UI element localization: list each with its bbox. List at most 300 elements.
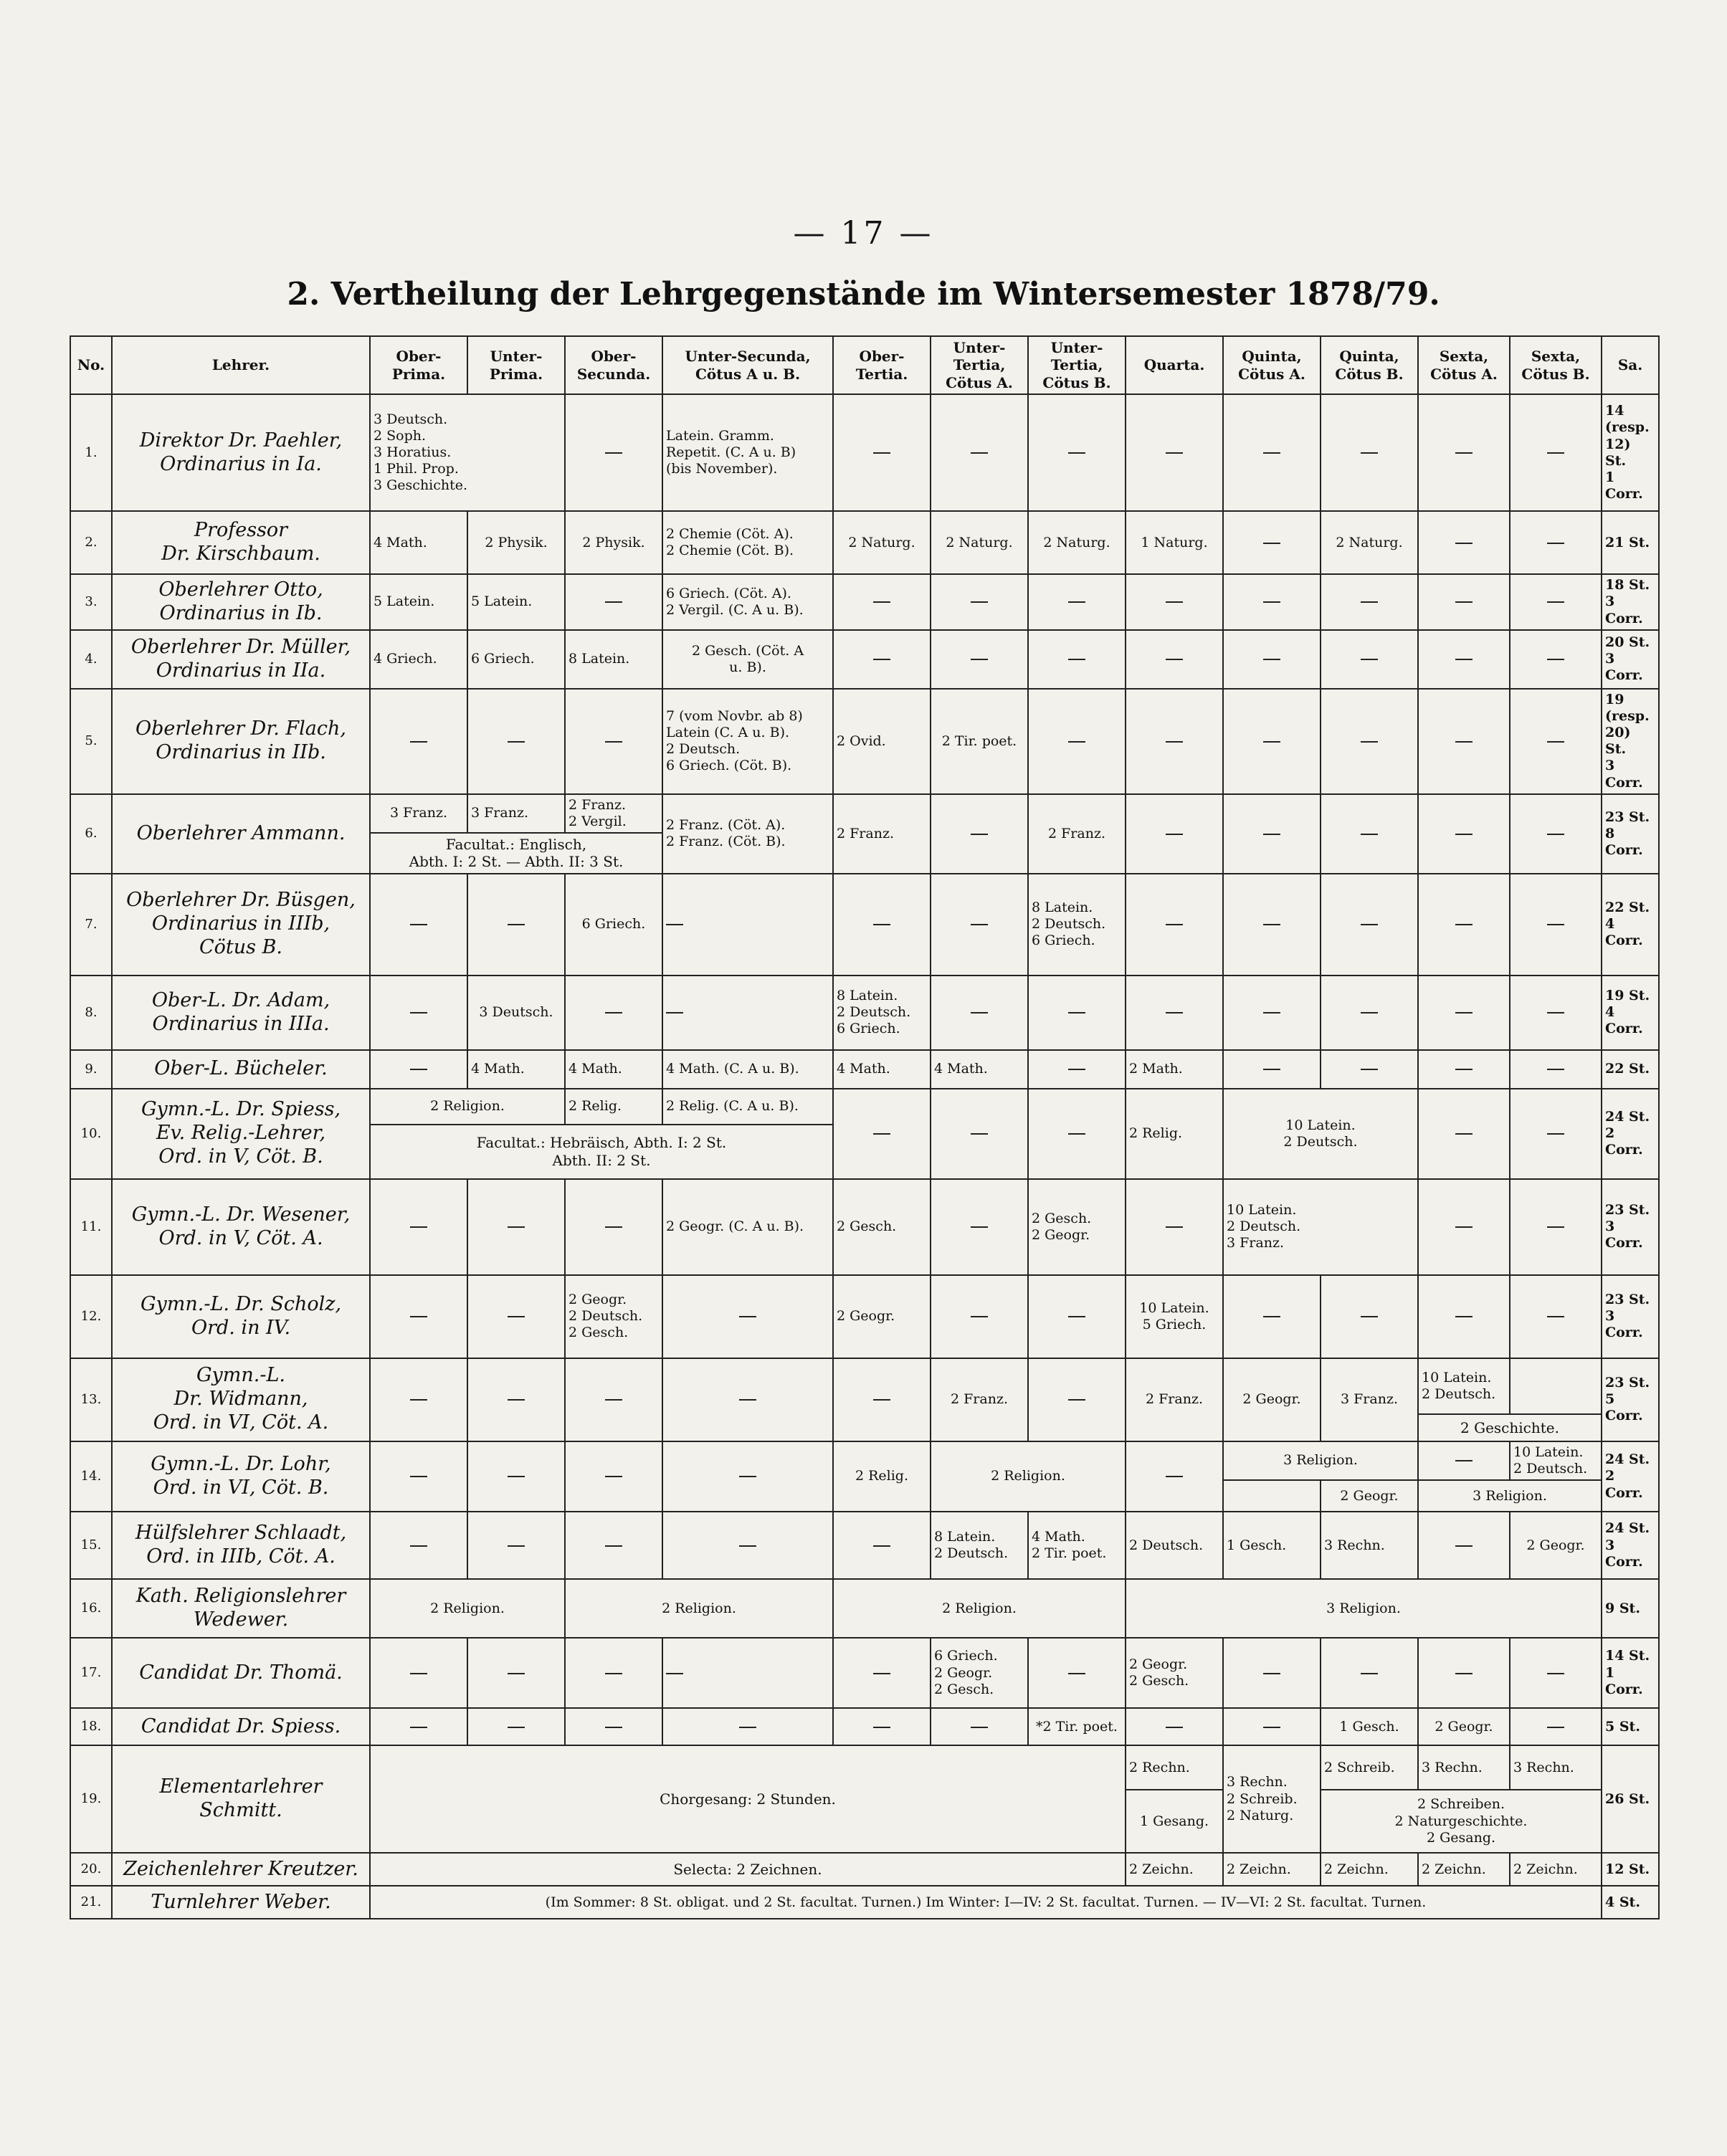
table-row <box>70 1745 1659 1790</box>
header-cell: Unter- Tertia, Cötus B. <box>1028 336 1126 394</box>
total-cell: 23 St. 3 Corr. <box>1602 1275 1659 1358</box>
table-row <box>70 1886 1659 1919</box>
turnen-note: (Im Sommer: 8 St. obligat. und 2 St. facultat. Turnen.) Im Winter: I—IV: 2 St. facultat. Turnen. — IV—VI: 2 St. facultat. Turnen. <box>370 1886 1602 1919</box>
empty-cell <box>1223 574 1321 630</box>
row-number: 21. <box>70 1886 112 1919</box>
empty-cell <box>1028 1638 1126 1708</box>
teacher-name: Candidat Dr. Spiess. <box>112 1708 370 1745</box>
header-cell: Sexta, Cötus A. <box>1418 336 1510 394</box>
lesson-cell: *2 Tir. poet. <box>1028 1708 1126 1745</box>
total-cell: 14 St. 1 Corr. <box>1602 1638 1659 1708</box>
teacher-name: Turnlehrer Weber. <box>112 1886 370 1919</box>
empty-cell <box>1223 689 1321 794</box>
empty-cell <box>370 689 467 794</box>
teacher-name: Gymn.-L. Dr. Lohr, Ord. in VI, Cöt. B. <box>112 1441 370 1512</box>
empty-cell <box>1223 1050 1321 1089</box>
empty-cell <box>565 1358 662 1441</box>
table-row <box>70 511 1659 574</box>
table-row <box>70 1089 1659 1125</box>
empty-cell <box>1223 794 1321 874</box>
teacher-name: Professor Dr. Kirschbaum. <box>112 511 370 574</box>
teacher-name: Candidat Dr. Thomä. <box>112 1638 370 1708</box>
empty-cell <box>931 794 1028 874</box>
teacher-name: Direktor Dr. Paehler, Ordinarius in Ia. <box>112 394 370 511</box>
lesson-cell: 1 Naturg. <box>1126 511 1223 574</box>
header-row <box>70 336 1659 394</box>
header-cell: Quinta, Cötus B. <box>1321 336 1418 394</box>
lesson-cell: 4 Math. <box>833 1050 931 1089</box>
empty-cell <box>1321 794 1418 874</box>
lesson-cell: 1 Gesch. <box>1223 1512 1321 1579</box>
lesson-cell: 2 Religion. <box>370 1579 565 1638</box>
empty-cell <box>1510 1275 1602 1358</box>
teacher-name: Ober-L. Dr. Adam, Ordinarius in IIIa. <box>112 976 370 1050</box>
teacher-name: Oberlehrer Dr. Müller, Ordinarius in IIa. <box>112 630 370 689</box>
empty-cell <box>1418 630 1510 689</box>
empty-cell <box>1223 511 1321 574</box>
empty-cell <box>1510 874 1602 976</box>
lesson-cell: 2 Franz. <box>931 1358 1028 1441</box>
empty-cell <box>467 689 565 794</box>
table-row <box>70 1708 1659 1745</box>
empty-cell <box>1223 1708 1321 1745</box>
empty-cell <box>370 1179 467 1275</box>
lesson-cell: 8 Latein. <box>565 630 662 689</box>
empty-cell <box>1510 1050 1602 1089</box>
empty-cell <box>467 874 565 976</box>
lesson-cell: 2 Naturg. <box>931 511 1028 574</box>
lesson-cell: 6 Griech. <box>565 874 662 976</box>
total-cell: 19 St. 4 Corr. <box>1602 976 1659 1050</box>
lesson-cell: 2 Franz. 2 Vergil. <box>565 794 662 833</box>
empty-cell <box>931 394 1028 511</box>
lesson-cell: 3 Rechn. 2 Schreib. 2 Naturg. <box>1223 1745 1321 1853</box>
header-cell: Quinta, Cötus A. <box>1223 336 1321 394</box>
header-cell: Quarta. <box>1126 336 1223 394</box>
table-row <box>70 874 1659 976</box>
empty-cell <box>1510 1089 1602 1179</box>
table-row <box>70 1441 1659 1480</box>
teacher-name: Elementarlehrer Schmitt. <box>112 1745 370 1853</box>
empty-cell <box>931 1275 1028 1358</box>
row-number: 12. <box>70 1275 112 1358</box>
teacher-name: Oberlehrer Otto, Ordinarius in Ib. <box>112 574 370 630</box>
teacher-name: Gymn.-L. Dr. Wesener, Ord. in V, Cöt. A. <box>112 1179 370 1275</box>
lesson-cell: 2 Deutsch. <box>1126 1512 1223 1579</box>
empty-cell <box>1223 394 1321 511</box>
empty-cell <box>1126 630 1223 689</box>
empty-cell <box>1510 574 1602 630</box>
teacher-name: Oberlehrer Dr. Flach, Ordinarius in IIb. <box>112 689 370 794</box>
empty-cell <box>1418 689 1510 794</box>
total-cell: 24 St. 3 Corr. <box>1602 1512 1659 1579</box>
empty-cell <box>833 874 931 976</box>
lesson-cell: 2 Relig. <box>833 1441 931 1512</box>
lesson-cell: 2 Ovid. <box>833 689 931 794</box>
empty-cell <box>370 1512 467 1579</box>
empty-cell <box>1028 1050 1126 1089</box>
empty-cell <box>565 976 662 1050</box>
empty-cell <box>833 630 931 689</box>
lesson-cell: 2 Geogr. (C. A u. B). <box>662 1179 833 1275</box>
empty-cell <box>1510 1708 1602 1745</box>
lesson-cell: 4 Math. (C. A u. B). <box>662 1050 833 1089</box>
empty-cell <box>370 1275 467 1358</box>
lesson-cell: 4 Math. 2 Tir. poet. <box>1028 1512 1126 1579</box>
row-number: 9. <box>70 1050 112 1089</box>
empty-cell <box>1418 1050 1510 1089</box>
facultat-note: Facultat.: Hebräisch, Abth. I: 2 St. Abth. II: 2 St. <box>370 1125 833 1179</box>
empty-cell <box>931 630 1028 689</box>
lesson-cell: 2 Relig. (C. A u. B). <box>662 1089 833 1125</box>
lesson-cell: 2 Physik. <box>565 511 662 574</box>
empty-cell <box>1418 394 1510 511</box>
table-row <box>70 1275 1659 1358</box>
lesson-cell: 2 Zeichn. <box>1418 1853 1510 1886</box>
empty-cell <box>1223 1638 1321 1708</box>
empty-cell <box>1321 574 1418 630</box>
empty-cell <box>833 1089 931 1179</box>
total-cell: 24 St. 2 Corr. <box>1602 1441 1659 1512</box>
row-number: 10. <box>70 1089 112 1179</box>
lesson-cell: 3 Religion. <box>1126 1579 1602 1638</box>
row-number: 5. <box>70 689 112 794</box>
empty-cell <box>1321 1275 1418 1358</box>
lesson-cell: 4 Math. <box>467 1050 565 1089</box>
empty-cell <box>1418 511 1510 574</box>
teacher-name: Oberlehrer Ammann. <box>112 794 370 874</box>
header-cell: Sexta, Cötus B. <box>1510 336 1602 394</box>
table-row <box>70 1638 1659 1708</box>
table-row <box>70 1853 1659 1886</box>
lesson-cell: 2 Religion. <box>370 1089 565 1125</box>
total-cell: 23 St. 8 Corr. <box>1602 794 1659 874</box>
empty-cell <box>1510 394 1602 511</box>
lesson-cell: 3 Franz. <box>370 794 467 833</box>
empty-cell <box>1223 630 1321 689</box>
empty-cell <box>833 394 931 511</box>
header-cell: Ober- Prima. <box>370 336 467 394</box>
empty-cell <box>1321 689 1418 794</box>
empty-cell <box>1321 1050 1418 1089</box>
empty-cell <box>833 1358 931 1441</box>
row-number: 16. <box>70 1579 112 1638</box>
empty-cell <box>467 1512 565 1579</box>
empty-cell <box>1418 1179 1510 1275</box>
empty-cell <box>1418 976 1510 1050</box>
empty-cell <box>1321 976 1418 1050</box>
row-number: 6. <box>70 794 112 874</box>
empty-cell <box>1510 630 1602 689</box>
row-number: 13. <box>70 1358 112 1441</box>
header-cell: No. <box>70 336 112 394</box>
row-number: 11. <box>70 1179 112 1275</box>
total-cell: 23 St. 5 Corr. <box>1602 1358 1659 1441</box>
empty-cell <box>833 1512 931 1579</box>
table-row <box>70 976 1659 1050</box>
lesson-cell: 2 Geogr. <box>1510 1512 1602 1579</box>
teacher-name: Oberlehrer Dr. Büsgen, Ordinarius in IIIb, Cötus B. <box>112 874 370 976</box>
empty-cell <box>1126 1441 1223 1512</box>
empty-cell <box>662 1708 833 1745</box>
total-cell: 20 St. 3 Corr. <box>1602 630 1659 689</box>
lesson-cell: 3 Deutsch. <box>467 976 565 1050</box>
lesson-cell: 6 Griech. (Cöt. A). 2 Vergil. (C. A u. B). <box>662 574 833 630</box>
lesson-cell: 2 Schreib. <box>1321 1745 1418 1790</box>
empty-cell <box>1028 630 1126 689</box>
teacher-name: Ober-L. Bücheler. <box>112 1050 370 1089</box>
empty-cell <box>1028 689 1126 794</box>
table-row <box>70 394 1659 511</box>
empty-cell <box>565 689 662 794</box>
empty-cell <box>931 1708 1028 1745</box>
empty-cell <box>1510 976 1602 1050</box>
lesson-cell: 2 Geogr. <box>1321 1480 1418 1512</box>
header-cell: Ober- Tertia. <box>833 336 931 394</box>
empty-cell <box>370 1358 467 1441</box>
table-row <box>70 689 1659 794</box>
empty-cell <box>467 1441 565 1512</box>
teacher-name: Gymn.-L. Dr. Spiess, Ev. Relig.-Lehrer, Ord. in V, Cöt. B. <box>112 1089 370 1179</box>
empty-cell <box>931 874 1028 976</box>
empty-cell <box>467 1179 565 1275</box>
table-row <box>70 1358 1659 1414</box>
header-cell: Ober- Secunda. <box>565 336 662 394</box>
total-cell: 9 St. <box>1602 1579 1659 1638</box>
lesson-cell: 4 Math. <box>370 511 467 574</box>
empty-cell <box>1223 1275 1321 1358</box>
empty-cell <box>1126 394 1223 511</box>
empty-cell <box>467 1358 565 1441</box>
lesson-cell: 2 Geogr. <box>1418 1708 1510 1745</box>
lesson-cell: 2 Franz. <box>1126 1358 1223 1441</box>
lesson-cell: 4 Math. <box>565 1050 662 1089</box>
empty-cell <box>1510 511 1602 574</box>
lesson-cell: 3 Rechn. <box>1418 1745 1510 1790</box>
empty-cell <box>1510 1179 1602 1275</box>
lesson-cell: 2 Franz. <box>833 794 931 874</box>
empty-cell <box>662 1512 833 1579</box>
empty-cell <box>931 976 1028 1050</box>
row-number: 14. <box>70 1441 112 1512</box>
lesson-cell: 2 Zeichn. <box>1510 1853 1602 1886</box>
empty-cell <box>1418 1275 1510 1358</box>
lesson-cell: 10 Latein. 2 Deutsch. <box>1510 1441 1602 1480</box>
table-row <box>70 1512 1659 1579</box>
lesson-cell: 3 Rechn. <box>1510 1745 1602 1790</box>
total-cell: 23 St. 3 Corr. <box>1602 1179 1659 1275</box>
empty-cell <box>1418 874 1510 976</box>
row-number: 19. <box>70 1745 112 1853</box>
lesson-cell: 2 Zeichn. <box>1126 1853 1223 1886</box>
total-cell: 5 St. <box>1602 1708 1659 1745</box>
lesson-cell: 4 Griech. <box>370 630 467 689</box>
empty-cell <box>931 574 1028 630</box>
lesson-cell: 8 Latein. 2 Deutsch. 6 Griech. <box>1028 874 1126 976</box>
row-number: 17. <box>70 1638 112 1708</box>
lesson-cell: 2 Franz. (Cöt. A). 2 Franz. (Cöt. B). <box>662 794 833 874</box>
lesson-cell: 2 Naturg. <box>1028 511 1126 574</box>
lesson-cell: 2 Gesch. 2 Geogr. <box>1028 1179 1126 1275</box>
row-number: 15. <box>70 1512 112 1579</box>
selecta-note: Selecta: 2 Zeichnen. <box>370 1853 1126 1886</box>
empty-cell <box>1510 1358 1602 1414</box>
empty-cell <box>1321 630 1418 689</box>
empty-cell <box>1418 1089 1510 1179</box>
empty-cell <box>1223 874 1321 976</box>
empty-cell <box>833 1638 931 1708</box>
header-cell: Lehrer. <box>112 336 370 394</box>
lesson-cell: 2 Naturg. <box>833 511 931 574</box>
empty-cell <box>467 1708 565 1745</box>
empty-cell <box>1418 574 1510 630</box>
lesson-cell: 2 Zeichn. <box>1223 1853 1321 1886</box>
lesson-cell: 2 Religion. <box>833 1579 1126 1638</box>
lesson-cell: 2 Religion. <box>931 1441 1126 1512</box>
lesson-cell: 2 Rechn. <box>1126 1745 1223 1790</box>
lesson-cell: 2 Geogr. <box>833 1275 931 1358</box>
lesson-cell: 3 Deutsch. 2 Soph. 3 Horatius. 1 Phil. Prop. 3 Geschichte. <box>370 394 565 511</box>
row-number: 3. <box>70 574 112 630</box>
empty-cell <box>565 394 662 511</box>
lesson-cell: 2 Religion. <box>565 1579 833 1638</box>
empty-cell <box>1028 1275 1126 1358</box>
total-cell: 22 St. <box>1602 1050 1659 1089</box>
empty-cell <box>1126 794 1223 874</box>
empty-cell <box>662 1275 833 1358</box>
row-number: 1. <box>70 394 112 511</box>
empty-cell <box>1321 1638 1418 1708</box>
table-row <box>70 794 1659 833</box>
teacher-name: Hülfslehrer Schlaadt, Ord. in IIIb, Cöt. A. <box>112 1512 370 1579</box>
empty-cell <box>1510 689 1602 794</box>
empty-cell <box>370 874 467 976</box>
lesson-cell: 2 Math. <box>1126 1050 1223 1089</box>
empty-cell <box>662 1638 833 1708</box>
lesson-cell: 2 Gesch. <box>833 1179 931 1275</box>
empty-cell <box>370 1708 467 1745</box>
header-cell: Unter- Prima. <box>467 336 565 394</box>
table-row <box>70 1050 1659 1089</box>
lesson-cell: 2 Franz. <box>1028 794 1126 874</box>
lesson-cell: 1 Gesch. <box>1321 1708 1418 1745</box>
teacher-name: Kath. Religionslehrer Wedewer. <box>112 1579 370 1638</box>
total-cell: 4 St. <box>1602 1886 1659 1919</box>
lesson-cell: 6 Griech. <box>467 630 565 689</box>
header-cell: Unter- Tertia, Cötus A. <box>931 336 1028 394</box>
lesson-cell: 2 Physik. <box>467 511 565 574</box>
empty-cell <box>1028 976 1126 1050</box>
lesson-cell: 3 Religion. <box>1418 1480 1602 1512</box>
empty-cell <box>565 1179 662 1275</box>
row-number: 20. <box>70 1853 112 1886</box>
total-cell: 24 St. 2 Corr. <box>1602 1089 1659 1179</box>
lesson-cell: 10 Latein. 2 Deutsch. 3 Franz. <box>1223 1179 1418 1275</box>
lesson-cell: 1 Gesang. <box>1126 1790 1223 1853</box>
empty-cell <box>370 976 467 1050</box>
table-row <box>70 630 1659 689</box>
empty-cell <box>1418 1512 1510 1579</box>
lesson-cell: 3 Franz. <box>1321 1358 1418 1441</box>
lesson-cell: 2 Zeichn. <box>1321 1853 1418 1886</box>
empty-cell <box>565 1708 662 1745</box>
lesson-cell: 10 Latein. 2 Deutsch. <box>1223 1089 1418 1179</box>
table-row <box>70 574 1659 630</box>
empty-cell <box>370 1441 467 1512</box>
empty-cell <box>1126 689 1223 794</box>
lesson-cell: Latein. Gramm. Repetit. (C. A u. B) (bis November). <box>662 394 833 511</box>
empty-cell <box>1321 874 1418 976</box>
lesson-cell: 8 Latein. 2 Deutsch. <box>931 1512 1028 1579</box>
empty-cell <box>1028 1358 1126 1441</box>
empty-cell <box>662 1358 833 1441</box>
table-row <box>70 1579 1659 1638</box>
lesson-cell: 2 Relig. <box>565 1089 662 1125</box>
empty-cell <box>1418 794 1510 874</box>
empty-cell <box>1321 394 1418 511</box>
empty-cell <box>1126 976 1223 1050</box>
lesson-cell: 6 Griech. 2 Geogr. 2 Gesch. <box>931 1638 1028 1708</box>
lesson-cell: 5 Latein. <box>370 574 467 630</box>
lesson-cell: 2 Geschichte. <box>1418 1414 1602 1441</box>
teacher-name: Zeichenlehrer Kreutzer. <box>112 1853 370 1886</box>
empty-cell <box>1126 874 1223 976</box>
empty-cell <box>1223 1480 1321 1512</box>
empty-cell <box>931 1089 1028 1179</box>
empty-cell <box>833 574 931 630</box>
empty-cell <box>662 1441 833 1512</box>
lesson-cell: 5 Latein. <box>467 574 565 630</box>
empty-cell <box>931 1179 1028 1275</box>
empty-cell <box>1510 794 1602 874</box>
empty-cell <box>1223 976 1321 1050</box>
total-cell: 21 St. <box>1602 511 1659 574</box>
lesson-cell: 2 Schreiben. 2 Naturgeschichte. 2 Gesang. <box>1321 1790 1602 1853</box>
row-number: 8. <box>70 976 112 1050</box>
empty-cell <box>1126 574 1223 630</box>
empty-cell <box>1126 1179 1223 1275</box>
teacher-name: Gymn.-L. Dr. Widmann, Ord. in VI, Cöt. A. <box>112 1358 370 1441</box>
total-cell: 22 St. 4 Corr. <box>1602 874 1659 976</box>
lesson-cell: 3 Religion. <box>1223 1441 1418 1480</box>
total-cell: 26 St. <box>1602 1745 1659 1853</box>
lesson-cell: 2 Tir. poet. <box>931 689 1028 794</box>
empty-cell <box>1028 574 1126 630</box>
header-cell: Sa. <box>1602 336 1659 394</box>
total-cell: 14 (resp. 12) St. 1 Corr. <box>1602 394 1659 511</box>
lesson-cell: 2 Geogr. 2 Deutsch. 2 Gesch. <box>565 1275 662 1358</box>
empty-cell <box>1510 1638 1602 1708</box>
lesson-cell: 3 Rechn. <box>1321 1512 1418 1579</box>
total-cell: 12 St. <box>1602 1853 1659 1886</box>
empty-cell <box>467 1638 565 1708</box>
row-number: 2. <box>70 511 112 574</box>
empty-cell <box>565 1441 662 1512</box>
lesson-cell: 3 Franz. <box>467 794 565 833</box>
header-cell: Unter-Secunda, Cötus A u. B. <box>662 336 833 394</box>
lesson-cell: 7 (vom Novbr. ab 8) Latein (C. A u. B). 2 Deutsch. 6 Griech. (Cöt. B). <box>662 689 833 794</box>
lesson-cell: 2 Relig. <box>1126 1089 1223 1179</box>
empty-cell <box>833 1708 931 1745</box>
empty-cell <box>565 1638 662 1708</box>
lesson-cell: 2 Geogr. <box>1223 1358 1321 1441</box>
row-number: 4. <box>70 630 112 689</box>
lesson-cell: 2 Naturg. <box>1321 511 1418 574</box>
lesson-cell: 2 Chemie (Cöt. A). 2 Chemie (Cöt. B). <box>662 511 833 574</box>
empty-cell <box>662 976 833 1050</box>
total-cell: 18 St. 3 Corr. <box>1602 574 1659 630</box>
empty-cell <box>1028 394 1126 511</box>
